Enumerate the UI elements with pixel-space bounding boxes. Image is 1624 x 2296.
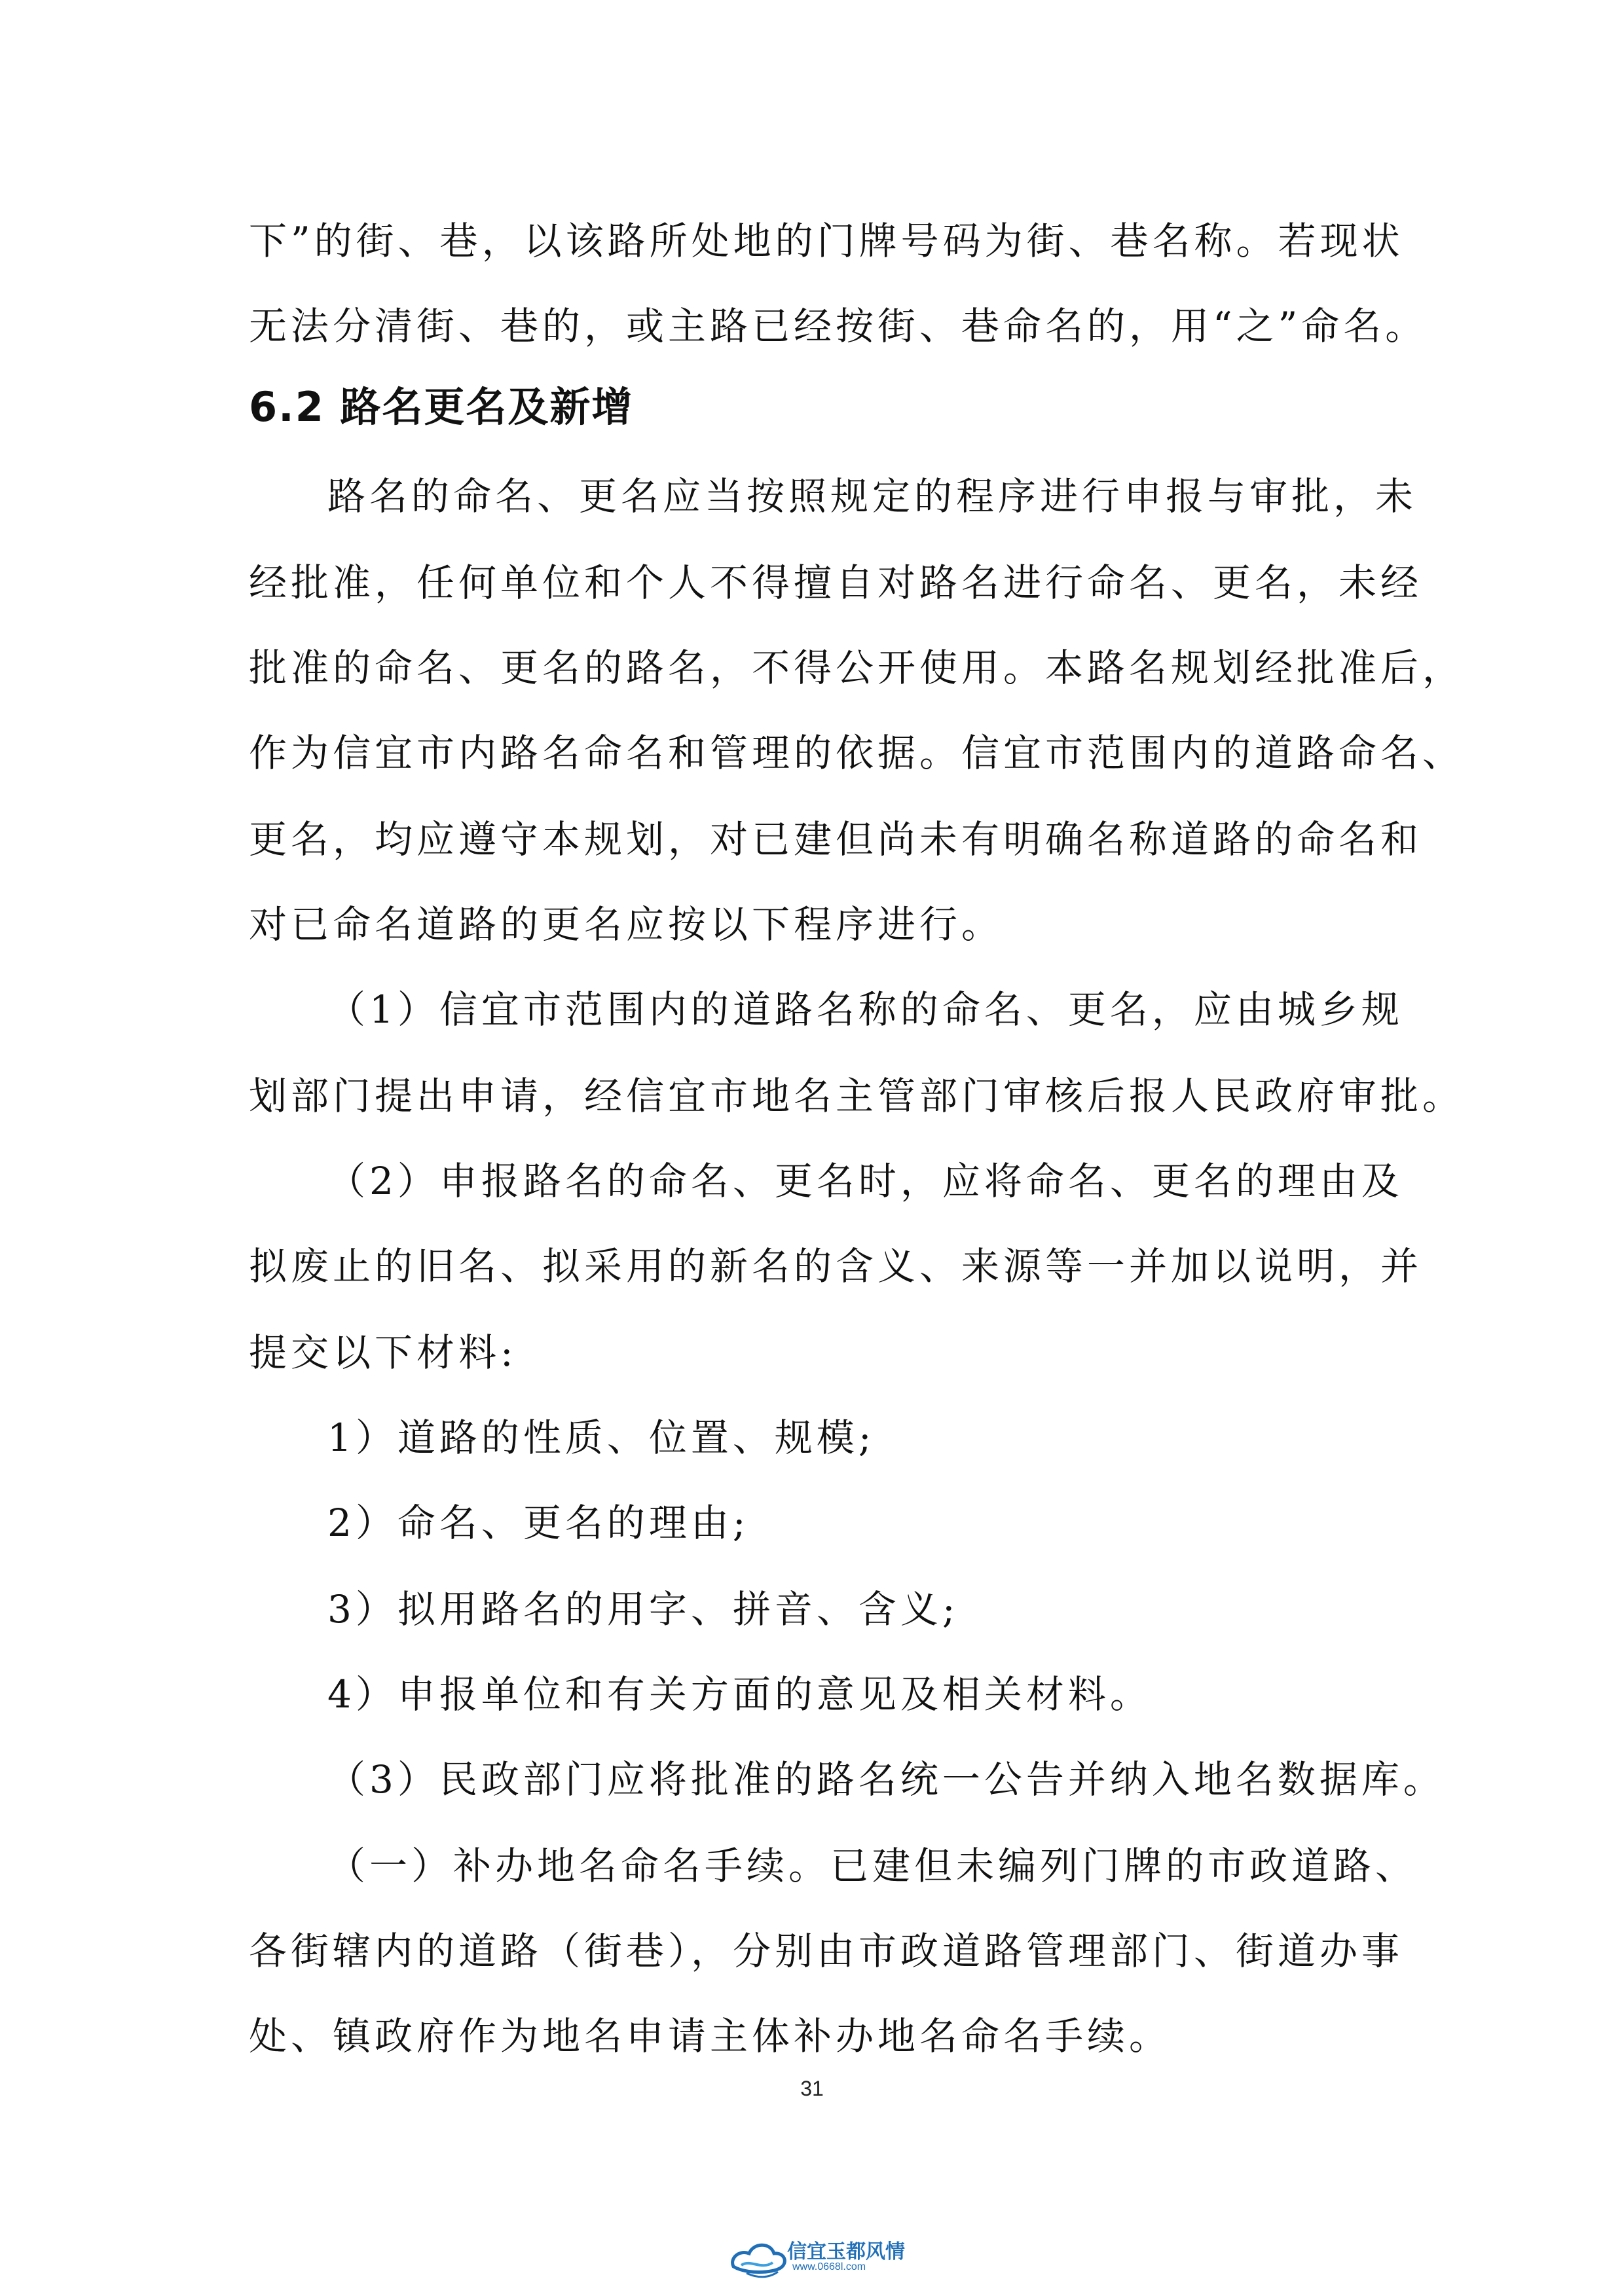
section-heading: 6.2 路名更名及新增	[249, 383, 634, 431]
item-1-line: 划部门提出申请，经信宜市地名主管部门审核后报人民政府审批。	[249, 1074, 1465, 1118]
page-number: 31	[800, 2077, 824, 2100]
paragraph-line: 作为信宜市内路名命名和管理的依据。信宜市范围内的道路命名、	[249, 731, 1465, 775]
paragraph-line: 更名，均应遵守本规划，对已建但尚未有明确名称道路的命名和	[249, 817, 1423, 862]
cloud-logo-icon	[727, 2232, 790, 2285]
sub-item: 3）拟用路名的用字、拼音、含义;	[327, 1587, 959, 1631]
item-1-line: （1）信宜市范围内的道路名称的命名、更名，应由城乡规	[327, 987, 1403, 1032]
watermark-logo	[727, 2232, 917, 2285]
paragraph-line: 路名的命名、更名应当按照规定的程序进行申报与审批，未	[327, 474, 1418, 519]
watermark-url: www.0668l.com	[792, 2261, 866, 2272]
sub-item: 4）申报单位和有关方面的意见及相关材料。	[327, 1672, 1152, 1717]
item-a-line: 各街辖内的道路（街巷），分别由市政道路管理部门、街道办事	[249, 1929, 1404, 1973]
paragraph-line: 批准的命名、更名的路名，不得公开使用。本路名规划经批准后，	[249, 646, 1465, 690]
item-2-line: 拟废止的旧名、拟采用的新名的含义、来源等一并加以说明，并	[249, 1244, 1423, 1288]
item-2-line: （2）申报路名的命名、更名时，应将命名、更名的理由及	[327, 1159, 1403, 1203]
paragraph-line: 对已命名道路的更名应按以下程序进行。	[249, 902, 1004, 947]
watermark-title: 信宜玉都风情	[787, 2240, 905, 2263]
item-3-line: （3）民政部门应将批准的路名统一公告并纳入地名数据库。	[327, 1757, 1445, 1802]
body-line: 下”的街、巷，以该路所处地的门牌号码为街、巷名称。若现状	[249, 219, 1404, 263]
item-a-line: （一）补办地名命名手续。已建但未编列门牌的市政道路、	[327, 1844, 1418, 1888]
body-line: 无法分清街、巷的，或主路已经按街、巷命名的，用“之”命名。	[249, 304, 1428, 348]
sub-item: 1）道路的性质、位置、规模;	[327, 1415, 876, 1460]
sub-item: 2）命名、更名的理由;	[327, 1501, 750, 1545]
item-a-line: 处、镇政府作为地名申请主体补办地名命名手续。	[249, 2014, 1172, 2058]
item-2-line: 提交以下材料:	[249, 1330, 517, 1375]
paragraph-line: 经批准，任何单位和个人不得擅自对路名进行命名、更名，未经	[249, 560, 1423, 605]
